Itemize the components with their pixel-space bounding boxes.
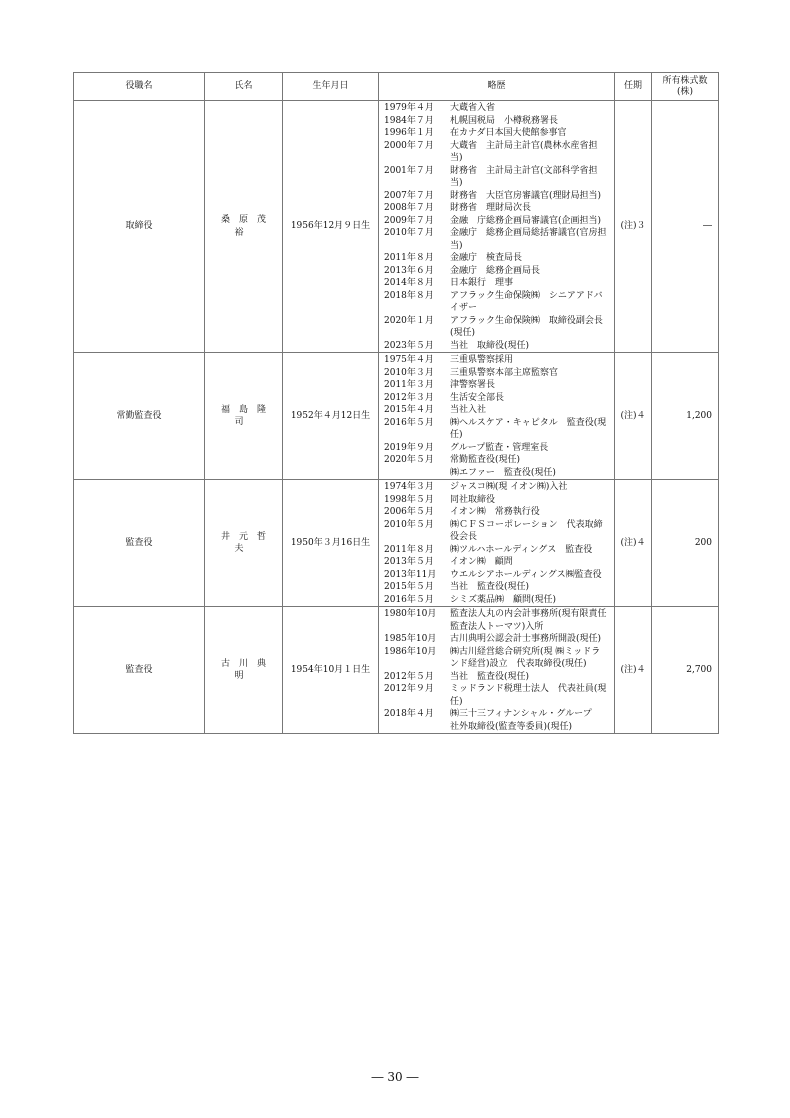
history-text: 金融庁 総務企画局総括審議官(官房担当) [450,228,607,251]
history-text: 金融庁 総務企画局長 [450,265,541,276]
officer-birth: 1950年３月16日生 [283,480,379,607]
officer-name: 井元哲夫 [205,480,283,607]
history-text: 当社 監査役(現任) [450,671,530,682]
history-date: 2020年５月 [384,455,434,465]
history-text: 大蔵省 主計局主計官(農林水産省担当) [450,140,598,163]
history-entry [384,340,614,353]
officer-birth: 1952年４月12日生 [283,353,379,480]
history-date: 2010年７月 [384,228,434,238]
history-date: 1980年10月 [384,609,437,619]
history-text: 財務省 主計局主計官(文部科学省担当) [450,165,598,188]
history-text: ジャスコ㈱(現 イオン㈱)入社 [450,482,568,492]
history-entry [384,633,614,646]
history-text: ㈱ヘルスケア・キャピタル 監査役(現任) [450,417,607,440]
history-entry [384,481,614,494]
history-text: 金融 庁総務企画局審議官(企画担当) [450,215,602,226]
history-entry [384,494,614,507]
history-date: 2012年５月 [384,671,434,682]
history-date: 2011年８月 [384,544,434,555]
history-text: 財務省 大臣官房審議官(理財局担当) [450,190,602,201]
officer-history [379,353,615,480]
history-entry [384,265,614,278]
history-text: 当社 取締役(現任) [450,340,530,351]
history-text: ㈱ツルハホールディングス 監査役 [450,544,593,555]
history-entry [384,277,614,290]
history-date: 2009年７月 [384,215,434,226]
history-entry [384,556,614,569]
history-date: 1996年１月 [384,128,434,138]
history-text: 当社 監査役(現任) [450,582,530,592]
history-date: 1986年10月 [384,646,437,657]
officer-history [379,101,615,353]
history-text: 同社取締役 [450,494,496,505]
history-entry [384,227,614,252]
history-date: 2006年５月 [384,507,434,517]
history-entry [384,140,614,165]
history-text: シミズ薬品㈱ 顧問(現任) [450,594,557,605]
history-date: 2014年８月 [384,278,434,288]
history-text: 監査法人丸の内会計事務所(現有限責任監査法人トーマツ)入所 [450,609,607,632]
history-entry [384,683,614,708]
header-row [74,73,719,101]
history-entry [384,102,614,115]
history-date: 2011年３月 [384,380,434,390]
history-entry [384,519,614,544]
history-entry [384,454,614,467]
history-entry [384,367,614,380]
history-entry [384,506,614,519]
history-text: ㈱ＣＦＳコーポレーション 代表取締役会長 [450,519,603,542]
history-entry [384,708,614,733]
history-text: グループ監査・管理室長 [450,442,549,453]
history-entry [384,315,614,340]
history-date: 2013年６月 [384,265,434,276]
history-text: 常勤監査役(現任) [450,455,521,465]
history-text: ㈱古川経営総合研究所(現 ㈱ミッドランド経営)設立 代表取締役(現任) [450,646,601,669]
history-date: 2013年５月 [384,557,434,567]
history-text: アフラック生命保険㈱ 取締役副会長(現任) [450,315,603,338]
history-date: 1975年４月 [384,355,434,365]
history-text: 札幌国税局 小樽税務署長 [450,115,559,126]
header-birth: 生年月日 [283,73,379,101]
history-entry [384,442,614,455]
history-entry [384,671,614,684]
officer-row [74,607,719,734]
history-entry [384,290,614,315]
history-date: 2020年１月 [384,315,434,326]
officer-shares: 200 [652,480,719,607]
history-date: 2008年７月 [384,203,434,213]
officer-term: (注)４ [615,353,652,480]
history-entry [384,190,614,203]
header-title: 役職名 [74,73,205,101]
history-date: 2018年８月 [384,290,434,301]
history-text: 日本銀行 理事 [450,278,514,288]
history-entry [384,379,614,392]
officer-title: 監査役 [74,480,205,607]
history-text: ㈱エファー 監査役(現任) [450,467,556,478]
history-date: 1985年10月 [384,634,437,644]
officer-birth: 1954年10月１日生 [283,607,379,734]
history-date: 2007年７月 [384,190,434,201]
history-entry [384,594,614,607]
history-date: 2015年５月 [384,582,434,592]
history-date: 2018年４月 [384,709,434,719]
history-text: 古川典明公認会計士事務所開設(現任) [450,634,602,644]
history-text: ミッドランド税理士法人 代表社員(現任) [450,684,607,707]
history-date: 2011年８月 [384,253,434,263]
history-entry [384,392,614,405]
history-text: 三重県警察採用 [450,355,514,365]
officers-table [73,72,719,734]
history-entry [384,467,614,480]
history-text: ㈱三十三フィナンシャル・グループ 社外取締役(監査等委員)(現任) [450,709,601,732]
history-date: 1998年５月 [384,494,434,505]
history-date [384,467,450,480]
officer-history [379,480,615,607]
history-entry [384,404,614,417]
history-date: 1979年４月 [384,103,434,113]
officer-title: 取締役 [74,101,205,353]
officer-term: (注)４ [615,607,652,734]
history-entry [384,165,614,190]
history-text: 金融庁 検査局長 [450,253,523,263]
history-date: 2016年５月 [384,594,434,605]
officer-name: 古川典明 [205,607,283,734]
history-date: 2012年３月 [384,392,434,403]
history-text: 財務省 理財局次長 [450,203,532,213]
history-entry [384,215,614,228]
officer-birth: 1956年12月９日生 [283,101,379,353]
header-shares: 所有株式数 (株) [652,73,719,101]
history-text: イオン㈱ 顧問 [450,557,513,567]
history-date: 2000年７月 [384,140,434,151]
history-date: 1974年３月 [384,482,434,492]
officer-name: 福島隆司 [205,353,283,480]
history-entry [384,646,614,671]
history-text: 大蔵省入省 [450,103,496,113]
history-date: 1984年７月 [384,115,434,126]
history-entry [384,354,614,367]
history-entry [384,127,614,140]
history-date: 2013年11月 [384,569,437,580]
history-text: アフラック生命保険㈱ シニアアドバイザー [450,290,603,313]
officer-term: (注)３ [615,101,652,353]
history-text: イオン㈱ 常務執行役 [450,507,540,517]
history-date: 2001年７月 [384,165,434,176]
history-date: 2016年５月 [384,417,434,428]
officer-shares: 1,200 [652,353,719,480]
history-text: 在カナダ日本国大使館参事官 [450,128,567,138]
history-date: 2012年９月 [384,684,434,694]
officer-shares: ― [652,101,719,353]
history-text: 津警察署長 [450,380,496,390]
officer-row [74,353,719,480]
officer-term: (注)４ [615,480,652,607]
officer-title: 監査役 [74,607,205,734]
history-date: 2023年５月 [384,340,434,351]
history-entry [384,569,614,582]
history-entry [384,202,614,215]
history-entry [384,252,614,265]
page-number: ― 30 ― [371,1070,419,1084]
history-entry [384,417,614,442]
history-date: 2010年３月 [384,367,434,378]
history-date: 2019年９月 [384,442,434,453]
history-entry [384,581,614,594]
history-date: 2015年４月 [384,405,434,415]
officer-row [74,101,719,353]
officer-rows [74,101,719,734]
history-text: 生活安全部長 [450,392,505,403]
officer-history [379,607,615,734]
officer-title: 常勤監査役 [74,353,205,480]
history-text: ウエルシアホールディングス㈱監査役 [450,569,602,580]
officer-row [74,480,719,607]
header-name: 氏名 [205,73,283,101]
history-text: 三重県警察本部主席監察官 [450,367,559,378]
history-entry [384,115,614,128]
header-history: 略歴 [379,73,615,101]
header-term: 任期 [615,73,652,101]
history-date: 2010年５月 [384,519,434,530]
history-entry [384,544,614,557]
officer-name: 桑原茂裕 [205,101,283,353]
history-entry [384,608,614,633]
history-text: 当社入社 [450,405,487,415]
officer-shares: 2,700 [652,607,719,734]
